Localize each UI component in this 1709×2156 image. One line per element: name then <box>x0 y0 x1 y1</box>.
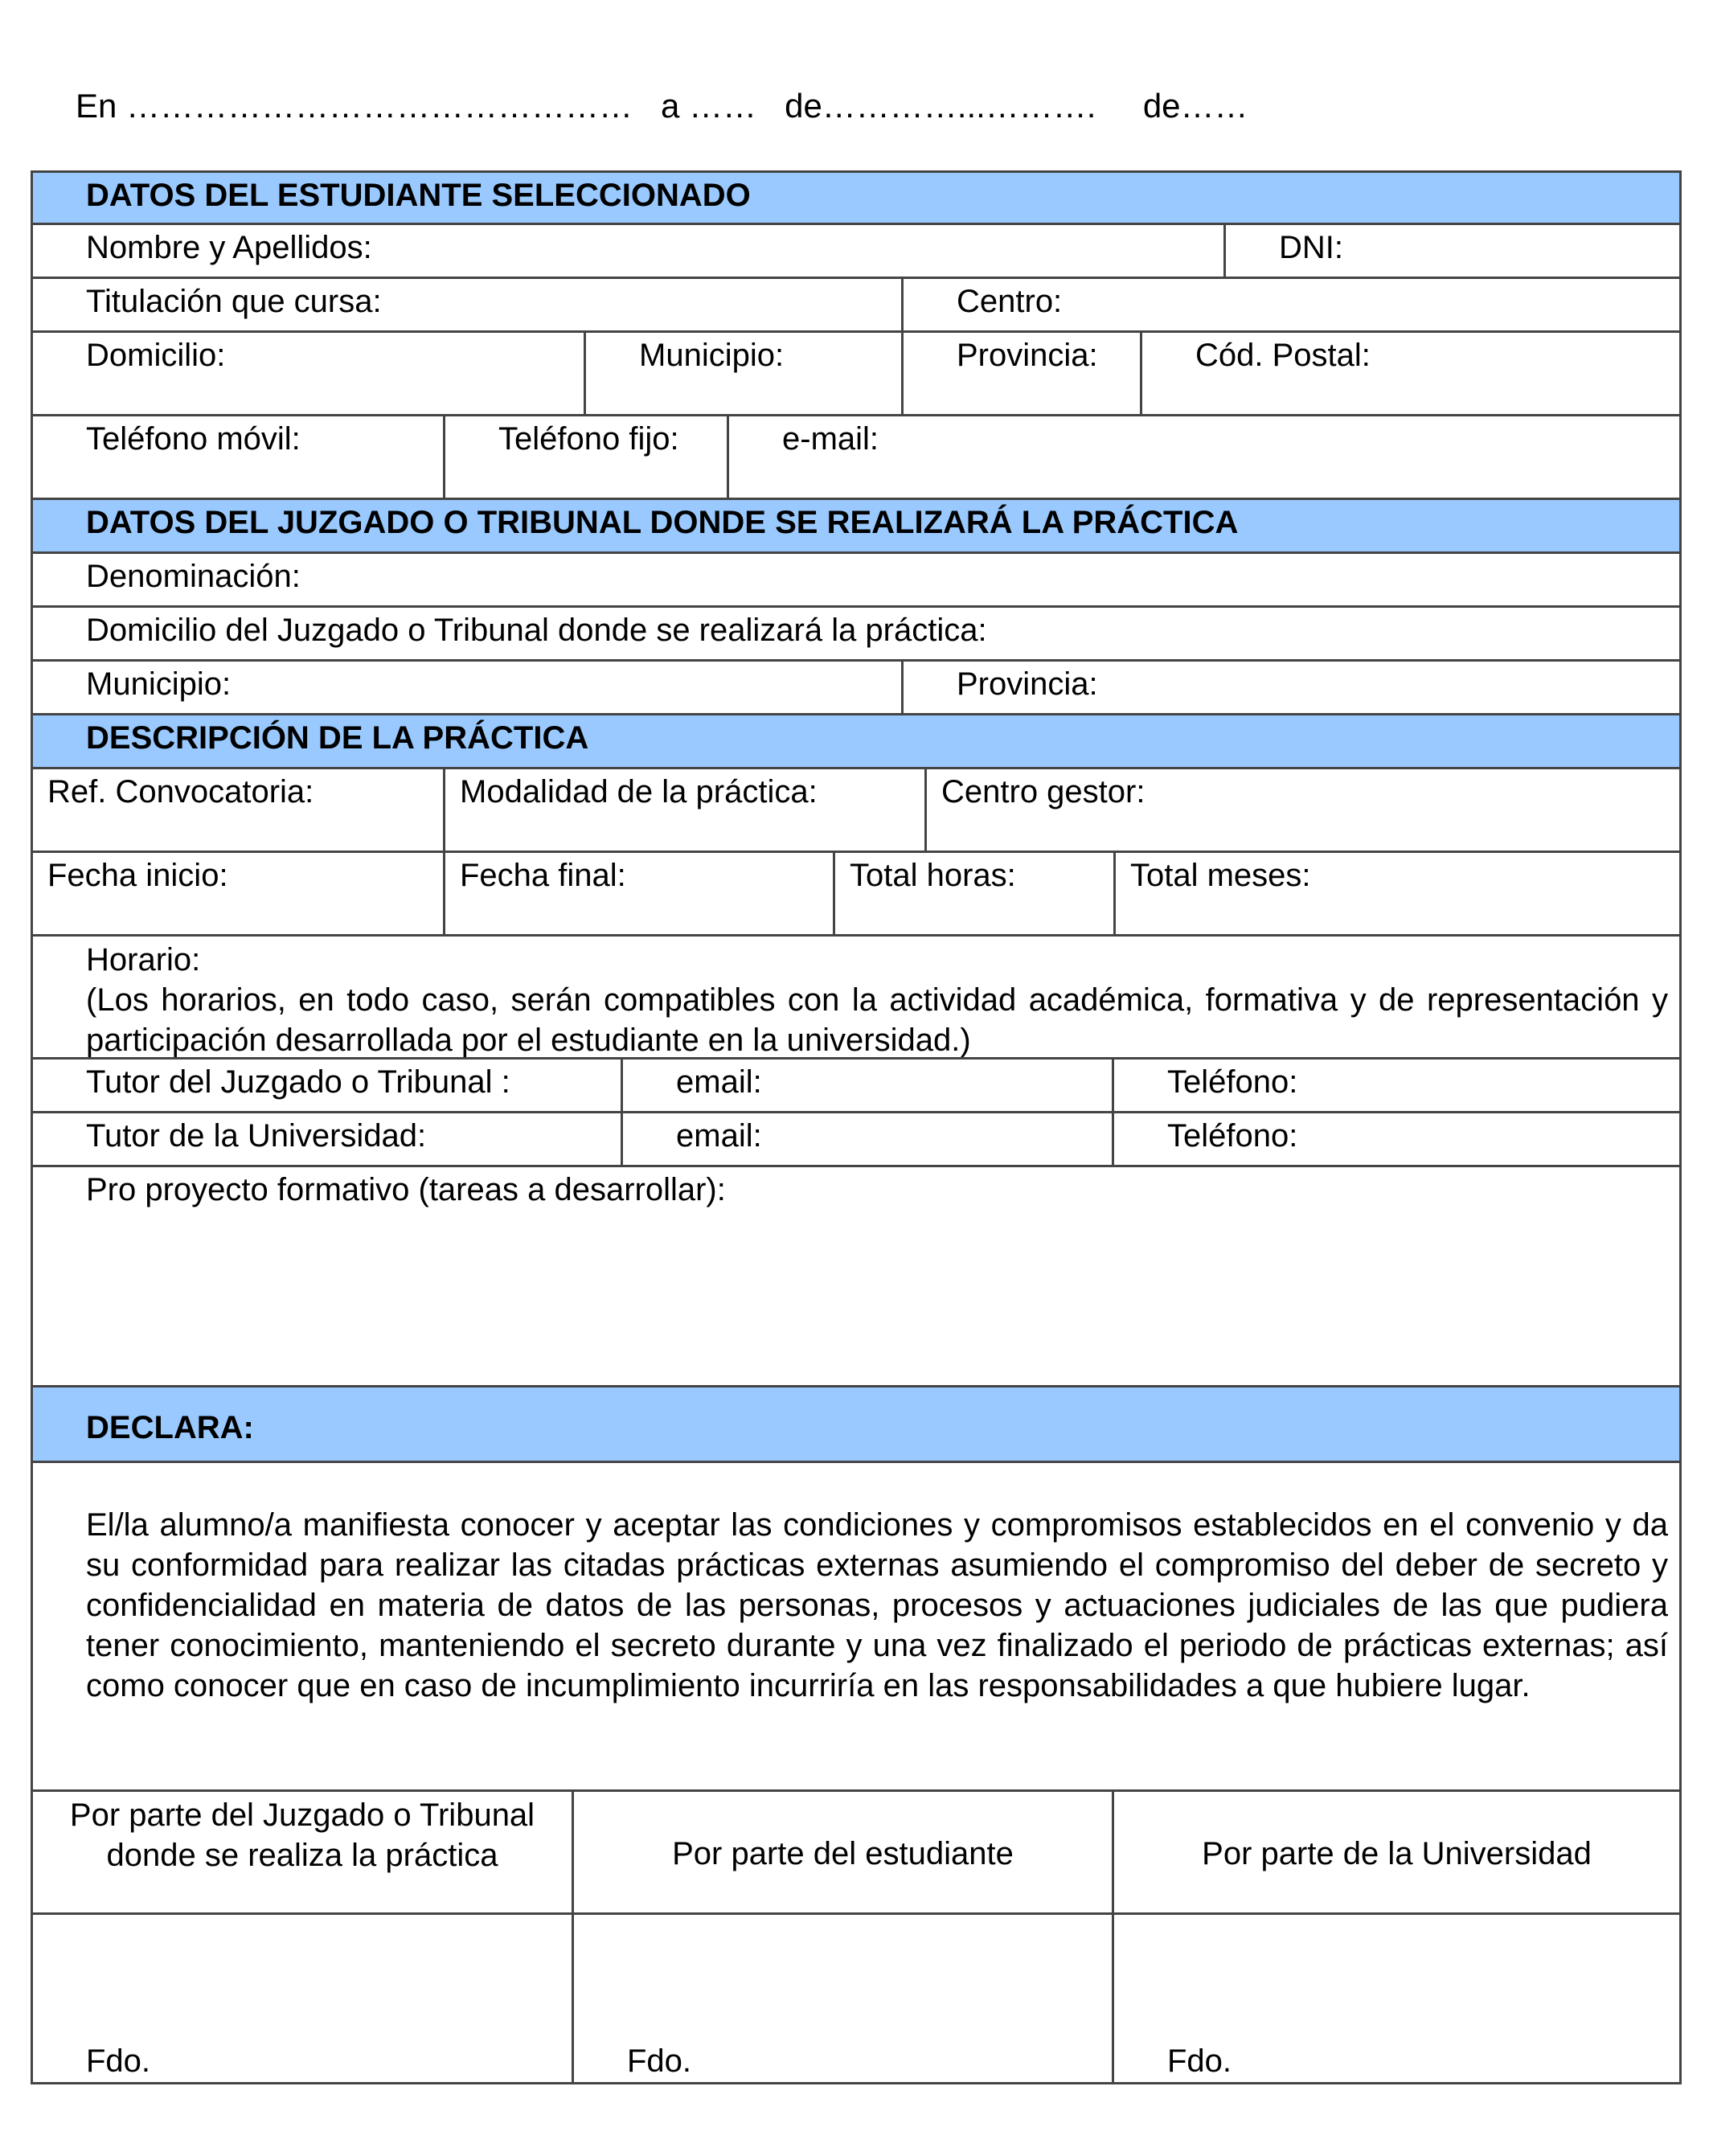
section-header-practice: DESCRIPCIÓN DE LA PRÁCTICA <box>31 713 1682 769</box>
fecha-inicio-field[interactable]: Fecha inicio: <box>31 851 445 937</box>
modalidad-field[interactable]: Modalidad de la práctica: <box>443 767 927 853</box>
fecha-final-field[interactable]: Fecha final: <box>443 851 835 937</box>
date-line: En ……………………………………… a …… de…………...………. de…… <box>76 87 1248 125</box>
declaration-text: El/la alumno/a manifiesta conocer y aceptar las condiciones y compromisos establecidos en el convenio y da su conformidad para realizar las citadas prácticas externas asumiendo el compromiso del deber de secreto y confidencialidad en materia de datos de las personas, procesos y actuaciones judiciales de las que pudiera tener conocimiento, manteniendo el secreto durante y una vez finalizado el periodo de prácticas externas; así como conocer que en caso de incumplimiento incurriría en las responsabilidades a que hubiere lugar. <box>31 1461 1682 1792</box>
total-meses-field[interactable]: Total meses: <box>1113 851 1682 937</box>
municipio-field[interactable]: Municipio: <box>584 330 904 416</box>
fdo-label: Fdo. <box>627 2043 692 2079</box>
total-horas-field[interactable]: Total horas: <box>833 851 1116 937</box>
domicilio-field[interactable]: Domicilio: <box>31 330 586 416</box>
court-domicilio-field[interactable]: Domicilio del Juzgado o Tribunal donde se realizará la práctica: <box>31 605 1682 662</box>
court-municipio-field[interactable]: Municipio: <box>31 659 904 715</box>
signature-box-estudiante[interactable] <box>572 1912 1114 2084</box>
nombre-field[interactable]: Nombre y Apellidos: <box>31 223 1226 279</box>
court-provincia-field[interactable]: Provincia: <box>901 659 1682 715</box>
horario-field[interactable] <box>31 934 1682 1060</box>
signature-box-universidad[interactable] <box>1112 1912 1682 2084</box>
tutor-juzgado-telefono-field[interactable]: Teléfono: <box>1112 1057 1682 1113</box>
signature-box-juzgado[interactable] <box>31 1912 574 2084</box>
signature-header-juzgado: Por parte del Juzgado o Tribunal donde se realiza la práctica <box>31 1789 574 1915</box>
signature-header-estudiante: Por parte del estudiante <box>572 1789 1114 1915</box>
tutor-universidad-email-field[interactable]: email: <box>621 1111 1114 1167</box>
horario-note: (Los horarios, en todo caso, serán compatibles con la actividad académica, formativa y de representación y participación desarrollada por el estudiante en la universidad.) <box>86 982 1668 1058</box>
dni-field[interactable]: DNI: <box>1223 223 1682 279</box>
horario-label: Horario: <box>86 942 201 978</box>
denominacion-field[interactable]: Denominación: <box>31 551 1682 608</box>
telefono-fijo-field[interactable]: Teléfono fijo: <box>443 414 729 500</box>
telefono-movil-field[interactable]: Teléfono móvil: <box>31 414 445 500</box>
tutor-juzgado-email-field[interactable]: email: <box>621 1057 1114 1113</box>
fdo-label: Fdo. <box>1167 2043 1232 2079</box>
cod-postal-field[interactable]: Cód. Postal: <box>1140 330 1682 416</box>
ref-convocatoria-field[interactable]: Ref. Convocatoria: <box>31 767 445 853</box>
titulacion-field[interactable]: Titulación que cursa: <box>31 277 904 333</box>
centro-field[interactable]: Centro: <box>901 277 1682 333</box>
tutor-universidad-field[interactable]: Tutor de la Universidad: <box>31 1111 623 1167</box>
provincia-field[interactable]: Provincia: <box>901 330 1142 416</box>
centro-gestor-field[interactable]: Centro gestor: <box>924 767 1682 853</box>
section-header-declara: DECLARA: <box>31 1385 1682 1463</box>
section-header-court: DATOS DEL JUZGADO O TRIBUNAL DONDE SE REALIZARÁ LA PRÁCTICA <box>31 498 1682 554</box>
fdo-label: Fdo. <box>86 2043 151 2079</box>
tutor-juzgado-field[interactable]: Tutor del Juzgado o Tribunal : <box>31 1057 623 1113</box>
signature-header-universidad: Por parte de la Universidad <box>1112 1789 1682 1915</box>
section-header-student: DATOS DEL ESTUDIANTE SELECCIONADO <box>31 170 1682 225</box>
email-field[interactable]: e-mail: <box>727 414 1682 500</box>
tutor-universidad-telefono-field[interactable]: Teléfono: <box>1112 1111 1682 1167</box>
proyecto-formativo-field[interactable]: Pro proyecto formativo (tareas a desarrollar): <box>31 1165 1682 1387</box>
